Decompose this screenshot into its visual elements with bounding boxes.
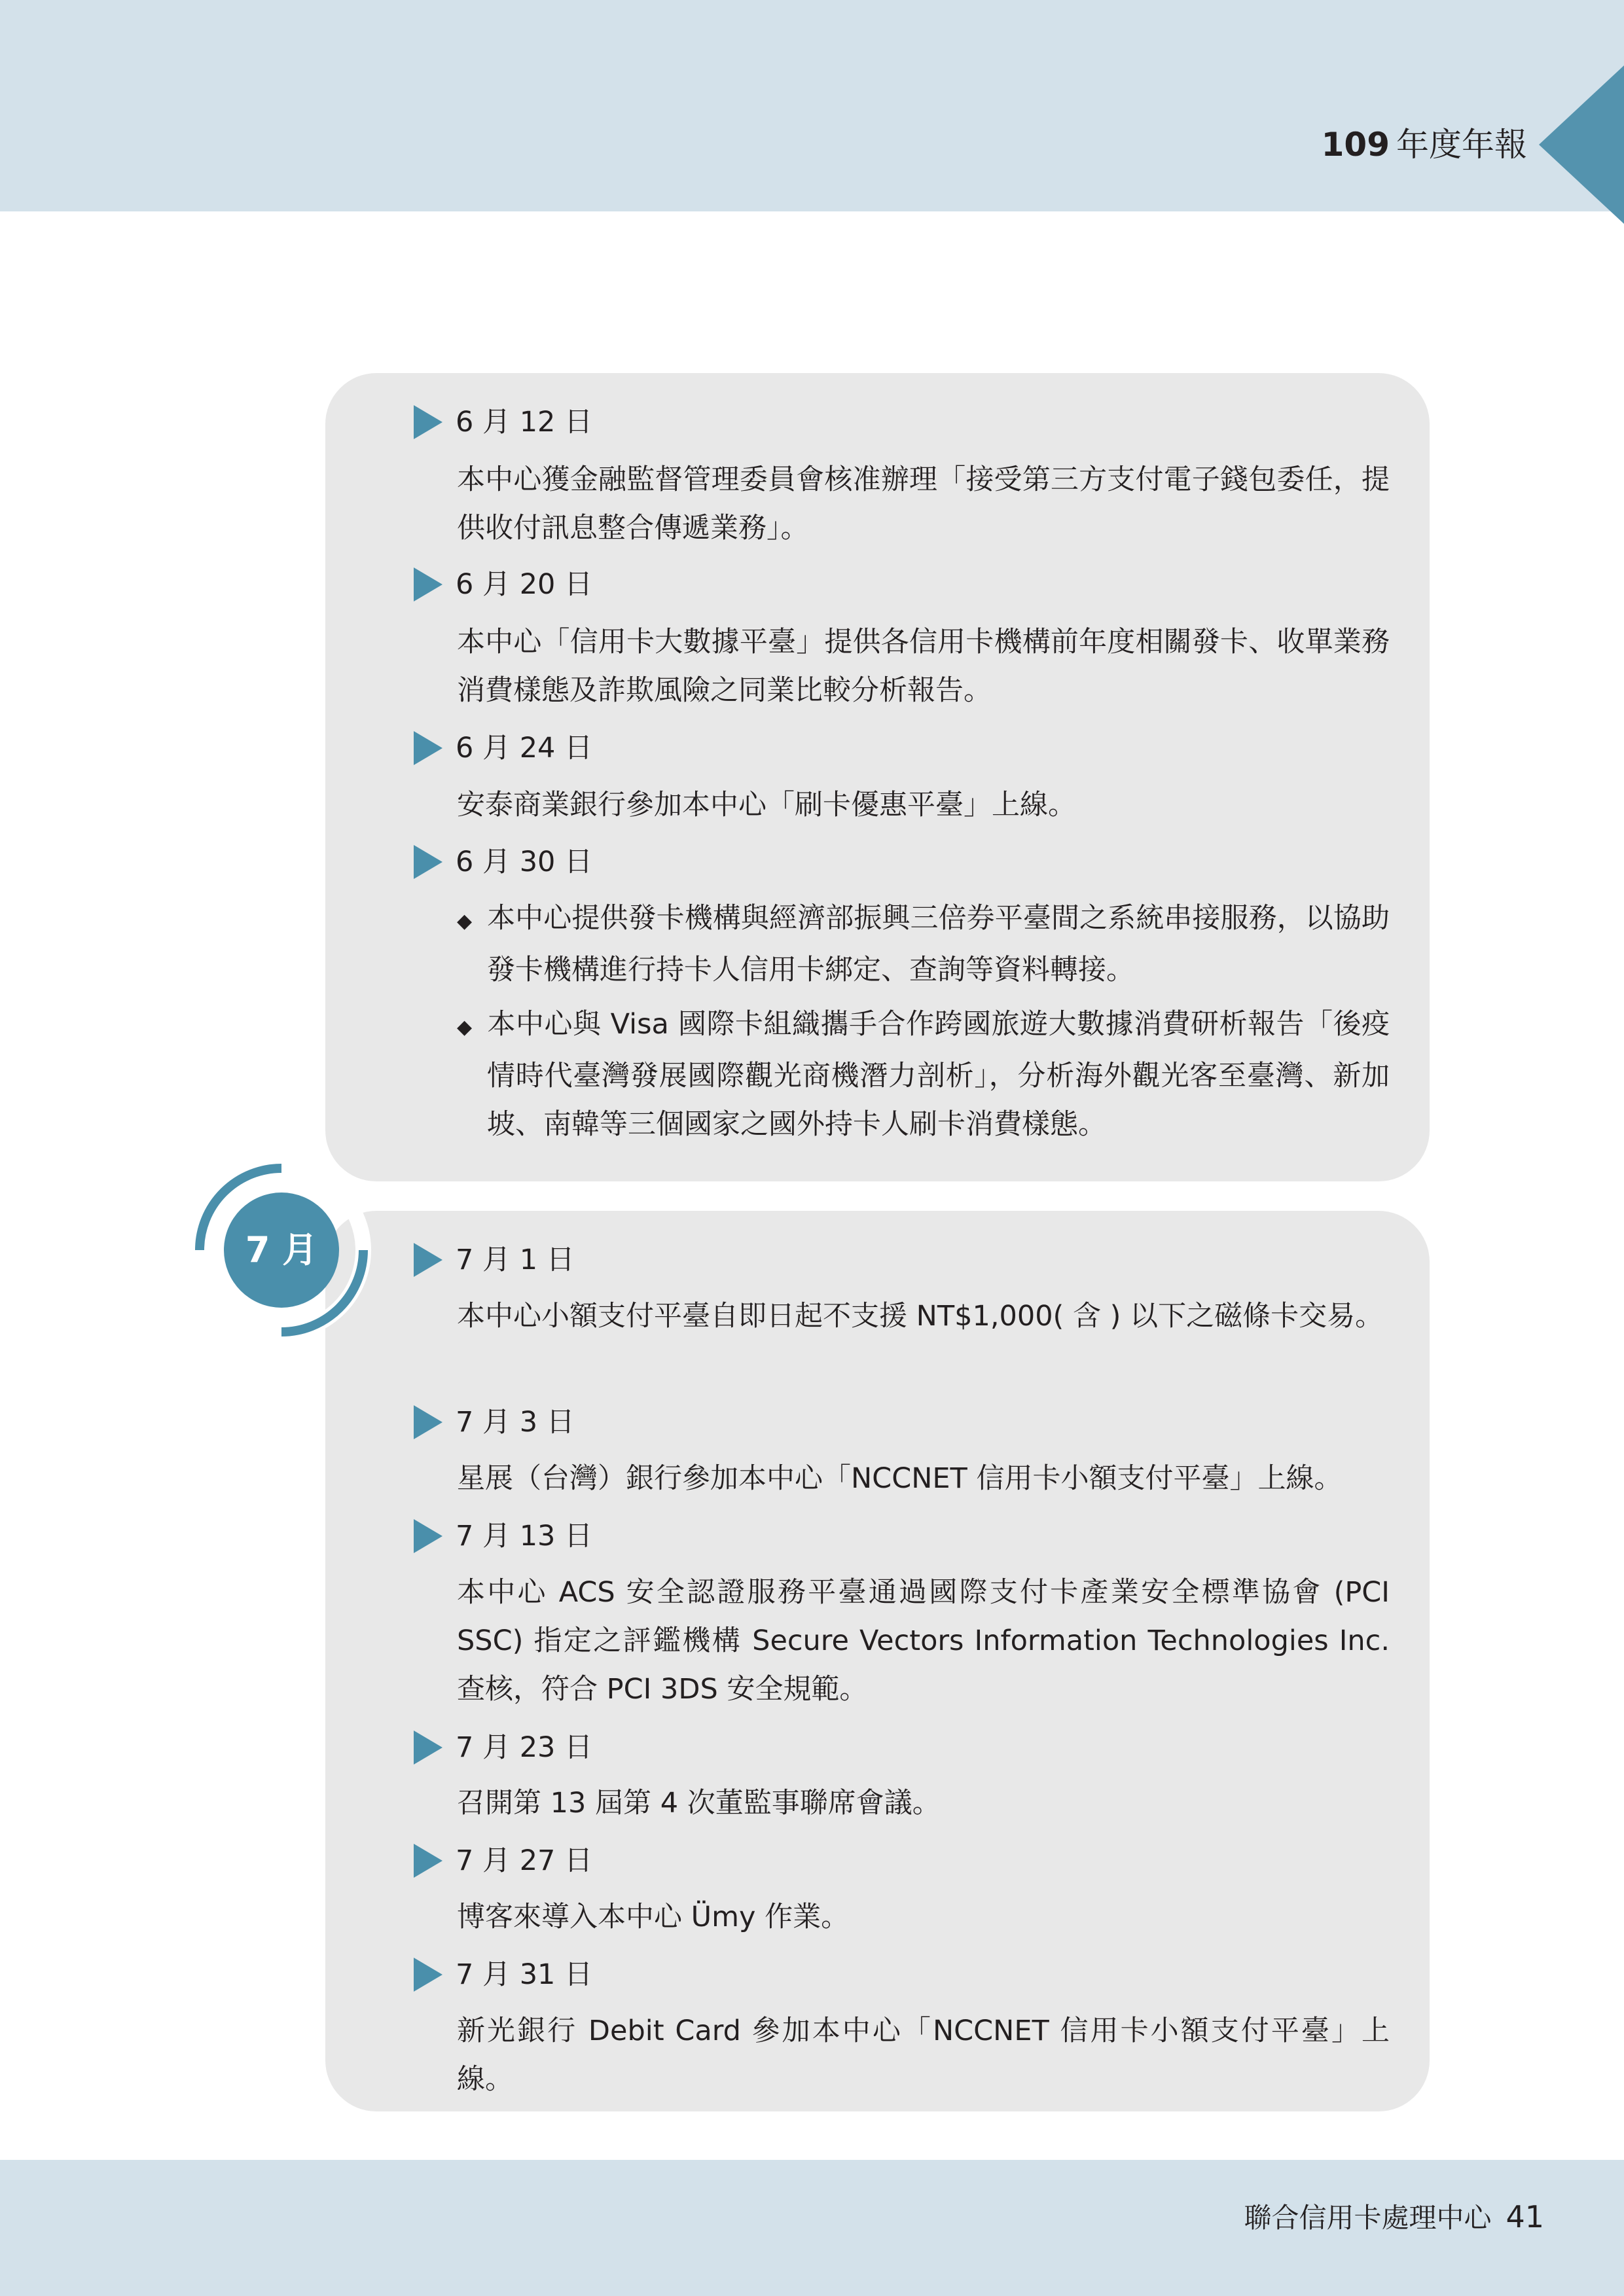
entry-text: 本中心小額支付平臺自即日起不支援 NT$1,000( 含 ) 以下之磁條卡交易。 (457, 1300, 1384, 1333)
triangle-bullet-icon (414, 1731, 442, 1765)
triangle-bullet-icon (414, 1519, 442, 1553)
entry-date: 6 月 30 日 (414, 841, 592, 883)
entry-date: 7 月 13 日 (414, 1515, 592, 1557)
entry-date: 7 月 23 日 (414, 1727, 592, 1768)
entry-date: 7 月 1 日 (414, 1239, 575, 1281)
triangle-bullet-icon (414, 1844, 442, 1878)
entry-text: 星展（台灣）銀行參加本中心「NCCNET 信用卡小額支付平臺」上線。 (457, 1462, 1343, 1495)
entry-text: 新光銀行 Debit Card 參加本中心「NCCNET 信用卡小額支付平臺」上線。 (457, 2015, 1390, 2096)
triangle-bullet-icon (414, 405, 442, 439)
footer-org: 聯合信用卡處理中心 (1244, 2202, 1492, 2234)
entry-text: 安泰商業銀行參加本中心「刷卡優惠平臺」上線。 (457, 789, 1076, 821)
report-title-text: 年度年報 (1396, 126, 1527, 164)
triangle-bullet-icon (414, 1243, 442, 1277)
bullet-item: ◆ 本中心提供發卡機構與經濟部振興三倍券平臺間之系統串接服務，以協助發卡機構進行持卡人信用卡綁定、查詢等資料轉接。 (457, 894, 1390, 994)
entry-date: 7 月 3 日 (414, 1401, 575, 1443)
header-band (0, 0, 1624, 211)
entry-date: 6 月 24 日 (414, 727, 592, 769)
header-triangle-icon (1539, 65, 1624, 224)
entry-text: 召開第 13 屆第 4 次董監事聯席會議。 (457, 1787, 941, 1820)
entry-date: 6 月 20 日 (414, 564, 592, 605)
entry-text: 本中心 ACS 安全認證服務平臺通過國際支付卡產業安全標準協會 (PCI SSC) 指定之評鑑機構 Secure Vectors Information Technologies Inc. 查核，符合 PCI 3DS 安全規範。 (457, 1576, 1390, 1706)
month-badge-label: 7 月 (245, 1229, 318, 1270)
footer (1244, 2194, 1544, 2240)
diamond-bullet-icon: ◆ (457, 1016, 473, 1039)
entry-date: 7 月 31 日 (414, 1954, 592, 1996)
entry-text: 本中心「信用卡大數據平臺」提供各信用卡機構前年度相關發卡、收單業務消費樣態及詐欺風險之同業比較分析報告。 (457, 626, 1390, 707)
bullet-item: ◆ 本中心與 Visa 國際卡組織攜手合作跨國旅遊大數據消費研析報告「後疫情時代臺灣發展國際觀光商機潛力剖析」，分析海外觀光客至臺灣、新加坡、南韓等三個國家之國外持卡人刷卡消費樣態。 (457, 1000, 1390, 1149)
triangle-bullet-icon (414, 845, 442, 879)
entry-date: 7 月 27 日 (414, 1840, 592, 1882)
entry-text: 博客來導入本中心 Ümy 作業。 (457, 1901, 850, 1933)
page-number: 41 (1506, 2199, 1544, 2234)
entry-text: 本中心獲金融監督管理委員會核准辦理「接受第三方支付電子錢包委任，提供收付訊息整合傳遞業務」。 (457, 463, 1390, 545)
entry-date: 6 月 12 日 (414, 401, 592, 443)
report-title (1322, 122, 1527, 168)
triangle-bullet-icon (414, 731, 442, 765)
triangle-bullet-icon (414, 567, 442, 601)
triangle-bullet-icon (414, 1405, 442, 1439)
triangle-bullet-icon (414, 1958, 442, 1992)
report-year: 109 (1321, 126, 1390, 164)
diamond-bullet-icon: ◆ (457, 910, 473, 933)
